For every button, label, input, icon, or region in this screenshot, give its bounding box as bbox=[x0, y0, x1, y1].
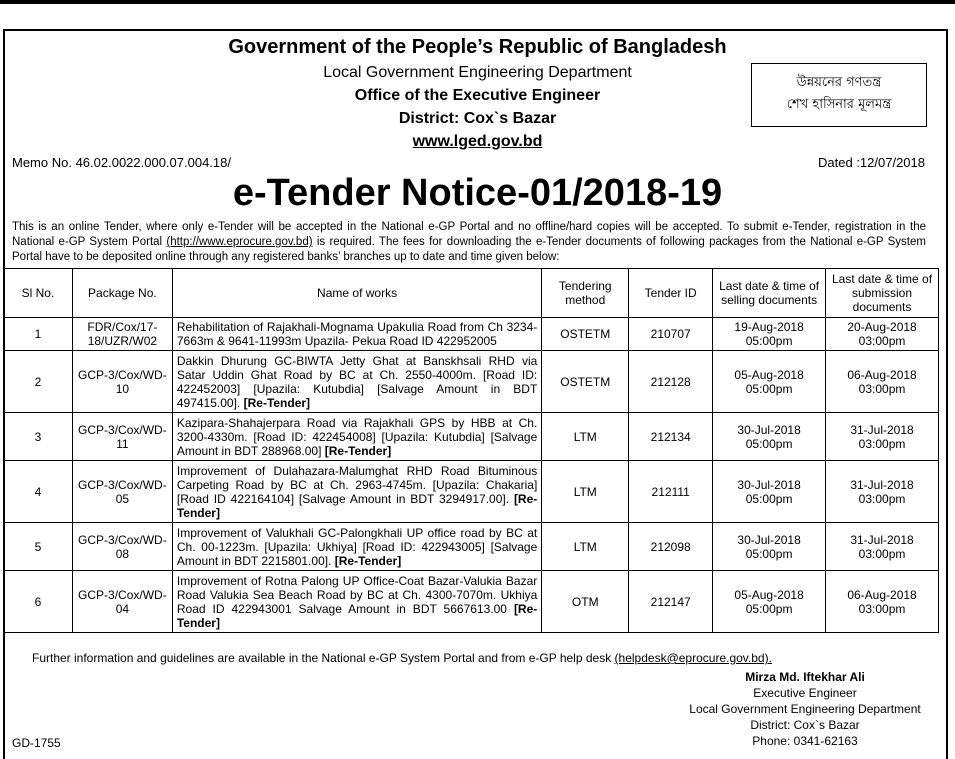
selling-time: 05:00pm bbox=[745, 546, 793, 561]
cell-works bbox=[172, 318, 541, 351]
cell-sl: 2 bbox=[4, 351, 73, 413]
cell-selling bbox=[713, 461, 826, 523]
submission-time: 03:00pm bbox=[858, 601, 906, 616]
cell-sl: 4 bbox=[4, 461, 73, 523]
cell-tender-id: 210707 bbox=[629, 318, 713, 351]
website-link[interactable]: www.lged.gov.bd bbox=[412, 133, 543, 150]
cell-method: LTM bbox=[542, 413, 629, 461]
signatory-phone: Phone: 0341-62163 bbox=[752, 734, 858, 748]
retender-tag: [Re-Tender] bbox=[176, 491, 538, 520]
slogan-box bbox=[751, 63, 927, 127]
intro-text-2: is required. The fees for downloading the e-Tender documents of following packages from the National e-GP System Portal have to be deposited online through any registered banks’ branches up to date and time given below: bbox=[12, 236, 926, 263]
header-selling: Last date & time of selling documents bbox=[713, 269, 826, 318]
cell-works bbox=[172, 461, 541, 523]
cell-selling bbox=[713, 523, 826, 571]
top-rule bbox=[0, 0, 955, 4]
table-row bbox=[4, 413, 939, 461]
header-method: Tendering method bbox=[542, 269, 629, 318]
works-text: Kazipara-Shahajerpara Road via Rajakhali GPS by HBB at Ch. 3200-4330m. [Road ID: 422454008] [Upazila: Kutubdia] [Salvage Amount in BDT 288968.00] bbox=[176, 415, 538, 458]
header-works: Name of works bbox=[172, 269, 541, 318]
cell-package: GCP-3/Cox/WD-05 bbox=[72, 461, 172, 523]
selling-time: 05:00pm bbox=[745, 436, 793, 451]
works-text: Rehabilitation of Rajakhali-Mognama Upakulia Road from Ch 3234-7663m & 9641-11993m Upazila- Pekua Road ID 422952005 bbox=[176, 320, 538, 348]
cell-submission bbox=[826, 413, 939, 461]
signatory-title: Executive Engineer bbox=[753, 686, 857, 700]
cell-works bbox=[172, 523, 541, 571]
works-text: Improvement of Valukhali GC-Palongkhali UP office road by BC at Ch. 00-1223m. [Upazila: Ukhiya] [Road ID: 422943005] [Salvage Amount in BDT 2215801.00]. bbox=[176, 525, 538, 568]
cell-submission bbox=[826, 523, 939, 571]
table-row bbox=[4, 461, 939, 523]
retender-tag: [Re-Tender] bbox=[334, 553, 402, 568]
cell-tender-id: 212134 bbox=[629, 413, 713, 461]
cell-sl: 3 bbox=[4, 413, 73, 461]
header-submission: Last date & time of submission documents bbox=[826, 269, 939, 318]
selling-date: 05-Aug-2018 bbox=[734, 587, 804, 602]
header-tender-id: Tender ID bbox=[629, 269, 713, 318]
table-row bbox=[4, 318, 939, 351]
works-text: Improvement of Dulahazara-Malumghat RHD Road Bituminous Carpeting Road by BC at Ch. 2963-4745m. [Upazila: Chakaria] [Road ID 422164104] [Salvage Amount in BDT 3294917.00]. bbox=[176, 463, 538, 506]
cell-sl: 5 bbox=[4, 523, 73, 571]
intro-text-1: This is an online Tender, where only e-Tender will be accepted in the National e-GP Portal and no offline/hard copies will be accepted. To submit e-Tender, registration in the National e-GP System Portal bbox=[12, 221, 926, 248]
cell-works bbox=[172, 571, 541, 633]
submission-date: 06-Aug-2018 bbox=[847, 587, 917, 602]
cell-submission bbox=[826, 571, 939, 633]
helpdesk-email-link[interactable]: (helpdesk@eprocure.gov.bd). bbox=[614, 651, 772, 665]
cell-tender-id: 212098 bbox=[629, 523, 713, 571]
cell-selling bbox=[713, 318, 826, 351]
submission-time: 03:00pm bbox=[858, 334, 906, 348]
govt-title: Government of the People’s Republic of Bangladesh bbox=[228, 36, 727, 58]
retender-tag: [Re-Tender] bbox=[243, 395, 311, 410]
selling-date: 30-Jul-2018 bbox=[737, 422, 801, 437]
selling-date: 05-Aug-2018 bbox=[734, 367, 804, 382]
submission-time: 03:00pm bbox=[858, 436, 906, 451]
cell-method: OSTETM bbox=[542, 351, 629, 413]
footer-text: Further information and guidelines are available in the National e-GP System Portal and from e-GP help desk bbox=[32, 651, 615, 665]
submission-date: 20-Aug-2018 bbox=[847, 320, 917, 334]
submission-date: 31-Jul-2018 bbox=[850, 477, 914, 492]
intro-paragraph bbox=[12, 220, 926, 265]
selling-time: 05:00pm bbox=[745, 334, 793, 348]
district-name: District: Cox`s Bazar bbox=[398, 110, 557, 127]
submission-time: 03:00pm bbox=[858, 491, 906, 506]
memo-number: Memo No. 46.02.0022.000.07.004.18/ bbox=[12, 155, 231, 170]
submission-time: 03:00pm bbox=[858, 381, 906, 396]
table-row bbox=[4, 571, 939, 633]
table-row bbox=[4, 523, 939, 571]
cell-package: FDR/Cox/17-18/UZR/W02 bbox=[72, 318, 172, 351]
selling-time: 05:00pm bbox=[745, 381, 793, 396]
selling-date: 30-Jul-2018 bbox=[737, 477, 801, 492]
cell-tender-id: 212128 bbox=[629, 351, 713, 413]
cell-submission bbox=[826, 461, 939, 523]
slogan-line-2: শেখ হাসিনার মূলমন্ত্র bbox=[786, 97, 892, 112]
footer-note bbox=[32, 651, 772, 665]
signatory-dept: Local Government Engineering Department bbox=[689, 702, 921, 716]
signature-block bbox=[660, 669, 950, 749]
retender-tag: [Re-Tender] bbox=[324, 443, 392, 458]
works-text: Improvement of Rotna Palong UP Office-Coat Bazar-Valukia Bazar Road Valukia Sea Beach Road by BC at Ch. 4300-7070m. Ukhiya Road ID 422943001 Salvage Amount in BDT 5667613.00 bbox=[176, 573, 538, 616]
notice-title: e-Tender Notice-01/2018-19 bbox=[232, 172, 723, 214]
submission-date: 31-Jul-2018 bbox=[850, 532, 914, 547]
selling-time: 05:00pm bbox=[745, 491, 793, 506]
signatory-name: Mirza Md. Iftekhar Ali bbox=[745, 670, 865, 684]
signatory-district: District: Cox`s Bazar bbox=[750, 718, 860, 732]
cell-selling bbox=[713, 413, 826, 461]
cell-method: LTM bbox=[542, 461, 629, 523]
cell-method: OSTETM bbox=[542, 318, 629, 351]
selling-date: 19-Aug-2018 bbox=[734, 320, 804, 334]
department-name: Local Government Engineering Department bbox=[323, 64, 632, 81]
gd-code: GD-1755 bbox=[12, 736, 61, 750]
selling-date: 30-Jul-2018 bbox=[737, 532, 801, 547]
cell-selling bbox=[713, 571, 826, 633]
cell-sl: 1 bbox=[4, 318, 73, 351]
submission-date: 06-Aug-2018 bbox=[847, 367, 917, 382]
slogan-line-1: উন্নয়নের গণতন্ত্র bbox=[796, 75, 882, 90]
cell-works bbox=[172, 413, 541, 461]
date: Dated :12/07/2018 bbox=[818, 155, 925, 170]
cell-sl: 6 bbox=[4, 571, 73, 633]
retender-tag: [Re-Tender] bbox=[176, 601, 538, 630]
cell-tender-id: 212147 bbox=[629, 571, 713, 633]
cell-works bbox=[172, 351, 541, 413]
submission-date: 31-Jul-2018 bbox=[850, 422, 914, 437]
eprocure-link[interactable]: (http://www.eprocure.gov.bd) bbox=[166, 236, 313, 248]
header-sl: Sl No. bbox=[4, 269, 73, 318]
cell-selling bbox=[713, 351, 826, 413]
table-row bbox=[4, 351, 939, 413]
cell-package: GCP-3/Cox/WD-11 bbox=[72, 413, 172, 461]
submission-time: 03:00pm bbox=[858, 546, 906, 561]
cell-submission bbox=[826, 318, 939, 351]
selling-time: 05:00pm bbox=[745, 601, 793, 616]
table-header-row bbox=[4, 269, 939, 318]
cell-tender-id: 212111 bbox=[629, 461, 713, 523]
cell-method: OTM bbox=[542, 571, 629, 633]
tender-table bbox=[3, 268, 939, 633]
cell-package: GCP-3/Cox/WD-04 bbox=[72, 571, 172, 633]
cell-method: LTM bbox=[542, 523, 629, 571]
works-text: Dakkin Dhurung GC-BIWTA Jetty Ghat at Banskhsali RHD via Satar Uddin Ghat Road by BC at Ch. 2550-4000m. [Road ID: 422452003] [Upazila: Kutubdia] [Salvage Amount in BDT 497415.00]. bbox=[176, 353, 538, 410]
cell-package: GCP-3/Cox/WD-08 bbox=[72, 523, 172, 571]
cell-package: GCP-3/Cox/WD-10 bbox=[72, 351, 172, 413]
office-name: Office of the Executive Engineer bbox=[354, 87, 601, 104]
cell-submission bbox=[826, 351, 939, 413]
header-package: Package No. bbox=[72, 269, 172, 318]
